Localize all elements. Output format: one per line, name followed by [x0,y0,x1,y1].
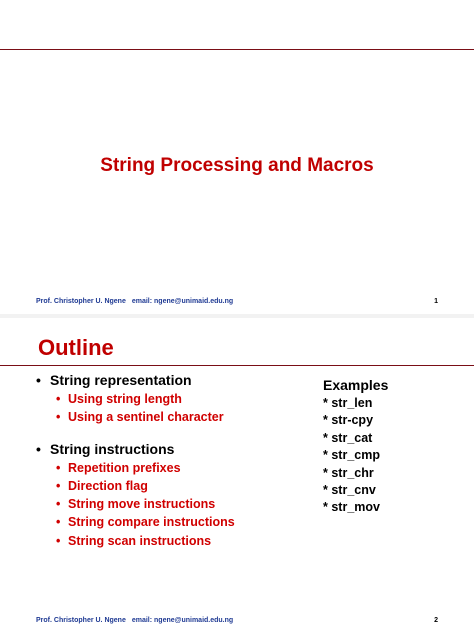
title-divider [0,365,474,366]
example-item: * str_cat [323,430,373,445]
sub-bullet-text: String move instructions [68,497,216,512]
bullet-dot-icon: • [56,392,61,406]
bullet-dot-icon: • [56,478,61,493]
examples-list [323,375,388,517]
footer-author: Prof. Christopher U. Ngene [36,617,126,624]
bullet-dot-icon: • [56,460,61,475]
bullet-item [36,439,235,459]
bullet-dot-icon: • [56,515,61,530]
bullet-text: String representation [50,372,192,388]
sub-bullet-text: String scan instructions [68,533,212,548]
footer-email: email: ngene@unimaid.edu.ng [131,298,234,305]
sub-bullet-item [36,532,235,550]
slide-1 [0,0,474,314]
page-number: 2 [434,617,438,624]
sub-bullet-text: String compare instructions [68,515,235,530]
slide-2 [0,318,474,632]
bullet-dot-icon: • [56,410,61,425]
bullet-dot-icon: • [56,497,61,512]
bullet-text: String instructions [50,440,175,457]
footer-email: email: ngene@unimaid.edu.ng [131,617,234,624]
slide-title: String Processing and Macros [100,155,374,176]
slide-footer [36,617,233,624]
bullet-dot-icon: • [36,372,41,388]
sub-bullet-text: Using string length [68,392,182,406]
page-number: 1 [434,298,438,305]
example-item: * str_chr [323,465,374,480]
sub-bullet-text: Using a sentinel character [68,410,224,425]
example-item: * str_len [323,396,373,410]
slide-footer [36,298,233,305]
slide-title: Outline [38,335,114,360]
example-item: * str_mov [323,500,380,515]
sub-bullet-item [36,477,235,495]
footer-author: Prof. Christopher U. Ngene [36,298,126,305]
bullet-item [36,370,235,390]
examples-heading: Examples [323,377,389,393]
bullet-dot-icon: • [36,440,41,457]
title-divider [0,49,474,50]
example-item: * str-cpy [323,413,374,428]
sub-bullet-item [36,513,235,531]
sub-bullet-item [36,459,235,477]
outline-bullets [36,370,235,550]
example-item: * str_cnv [323,482,376,497]
sub-bullet-item [36,495,235,513]
sub-bullet-item [36,390,235,408]
example-item: * str_cmp [323,448,380,463]
bullet-dot-icon: • [56,533,61,548]
sub-bullet-text: Repetition prefixes [68,460,181,475]
sub-bullet-text: Direction flag [68,478,148,493]
sub-bullet-item [36,408,235,426]
